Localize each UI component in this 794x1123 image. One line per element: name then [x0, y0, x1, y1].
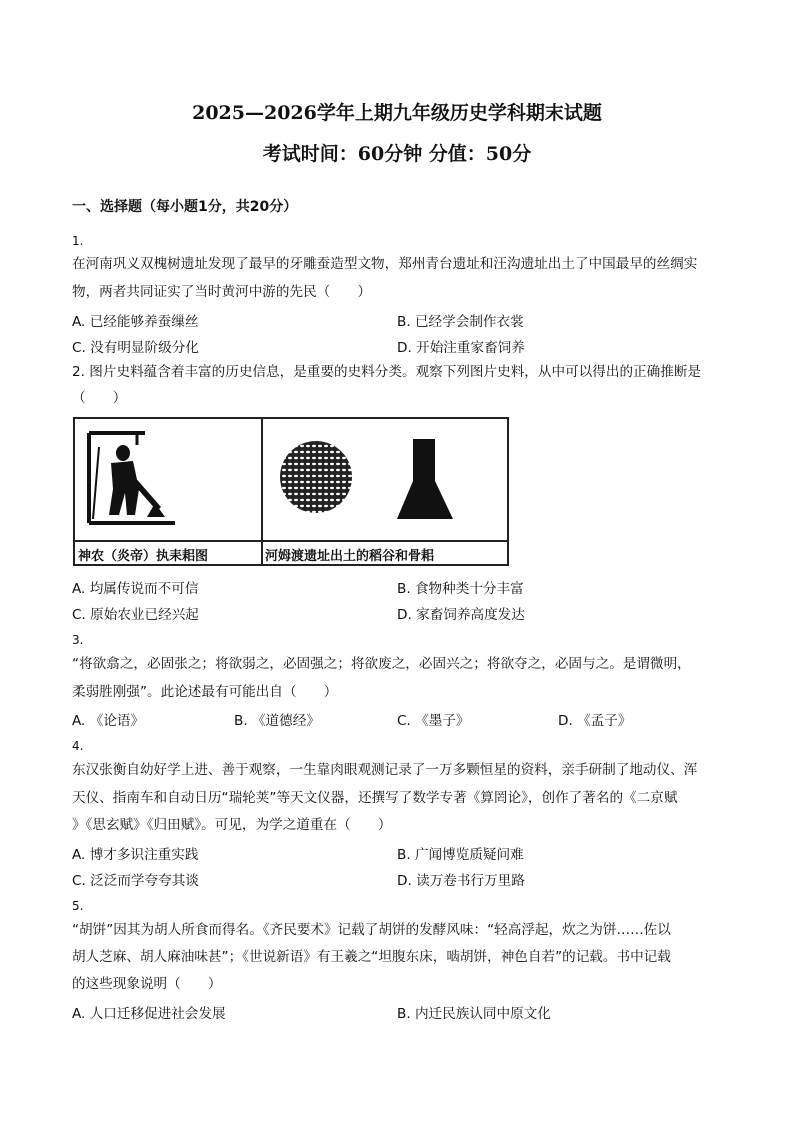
rice-grains-icon — [280, 441, 352, 513]
q4-option-b[interactable]: B. 广闻博览质疑问难 — [397, 847, 524, 863]
hemudu-image — [263, 419, 507, 564]
q5-option-b[interactable]: B. 内迁民族认同中原文化 — [397, 1006, 551, 1022]
caption-right: 河姆渡遗址出土的稻谷和骨耜 — [265, 549, 435, 564]
rice-and-bone-spade-illustration — [263, 419, 507, 539]
q1-number: 1. — [72, 234, 84, 248]
shennong-illustration — [75, 419, 261, 539]
q2-option-a[interactable]: A. 均属传说而不可信 — [72, 581, 199, 597]
q3-stem-line1: “将欲翕之，必固张之；将欲弱之，必固强之；将欲废之，必固兴之；将欲夺之，必固与之。是谓微明， — [72, 656, 691, 672]
q4-option-c[interactable]: C. 泛泛而学夸夸其谈 — [72, 873, 199, 889]
shennong-image — [75, 419, 263, 564]
q2-option-c[interactable]: C. 原始农业已经兴起 — [72, 607, 199, 623]
q2-stem-line2: （ ） — [72, 390, 127, 406]
q5-number: 5. — [72, 899, 84, 913]
q5-option-a[interactable]: A. 人口迁移促进社会发展 — [72, 1006, 226, 1022]
q1-option-d[interactable]: D. 开始注重家畜饲养 — [397, 340, 525, 356]
q3-option-d[interactable]: D. 《孟子》 — [558, 713, 632, 729]
q5-stem-line3: 的这些现象说明（ ） — [72, 976, 222, 992]
q4-stem-line1: 东汉张衡自幼好学上进、善于观察，一生靠肉眼观测记录了一万多颗恒星的资料，亲手研制了地动仪、浑 — [72, 762, 698, 778]
q1-stem-line1: 在河南巩义双槐树遗址发现了最早的牙雕蚕造型文物，郑州青台遗址和汪沟遗址出土了中国最早的丝绸实 — [72, 256, 698, 272]
q2-option-d[interactable]: D. 家畜饲养高度发达 — [397, 607, 525, 623]
q2-figure — [73, 417, 509, 566]
q2-option-b[interactable]: B. 食物种类十分丰富 — [397, 581, 524, 597]
exam-title: 2025—2026学年上期九年级历史学科期末试题 — [192, 102, 602, 124]
q5-stem-line2: 胡人芝麻、胡人麻油味甚”；《世说新语》有王羲之“坦腹东床，啮胡饼，神色自若”的记载。书中记载 — [72, 949, 671, 965]
q1-option-a[interactable]: A. 已经能够养蚕缫丝 — [72, 314, 199, 330]
q1-option-c[interactable]: C. 没有明显阶级分化 — [72, 340, 199, 356]
caption-left: 神农（炎帝）执耒耜图 — [78, 549, 209, 564]
q4-option-d[interactable]: D. 读万卷书行万里路 — [397, 873, 525, 889]
q4-number: 4. — [72, 739, 84, 753]
q5-stem-line1: “胡饼”因其为胡人所食而得名。《齐民要术》记载了胡饼的发酵风味：“轻高浮起，炊之为饼……佐以 — [72, 922, 671, 938]
exam-subtitle: 考试时间：60分钟 分值：50分 — [262, 143, 532, 165]
q3-stem-line2: 柔弱胜刚强”。此论述最有可能出自（ ） — [72, 684, 338, 700]
section-heading: 一、选择题（每小题1分，共20分） — [72, 199, 298, 215]
q3-option-a[interactable]: A. 《论语》 — [72, 713, 145, 729]
q1-stem-line2: 物，两者共同证实了当时黄河中游的先民（ ） — [72, 284, 372, 300]
q3-number: 3. — [72, 633, 84, 647]
q4-stem-line2: 天仪、指南车和自动日历“瑞轮荚”等天文仪器，还撰写了数学专著《算罔论》，创作了著名的《二京赋 — [72, 790, 678, 806]
q3-option-b[interactable]: B. 《道德经》 — [234, 713, 320, 729]
q1-option-b[interactable]: B. 已经学会制作衣裳 — [397, 314, 524, 330]
q4-option-a[interactable]: A. 博才多识注重实践 — [72, 847, 199, 863]
q4-stem-line3: 》《思玄赋》《归田赋》。可见，为学之道重在（ ） — [72, 817, 392, 833]
bone-spade-icon — [397, 439, 453, 519]
q2-stem-line1: 2. 图片史料蕴含着丰富的历史信息，是重要的史料分类。观察下列图片史料，从中可以得出的正确推断是 — [72, 364, 702, 380]
q3-option-c[interactable]: C. 《墨子》 — [397, 713, 470, 729]
